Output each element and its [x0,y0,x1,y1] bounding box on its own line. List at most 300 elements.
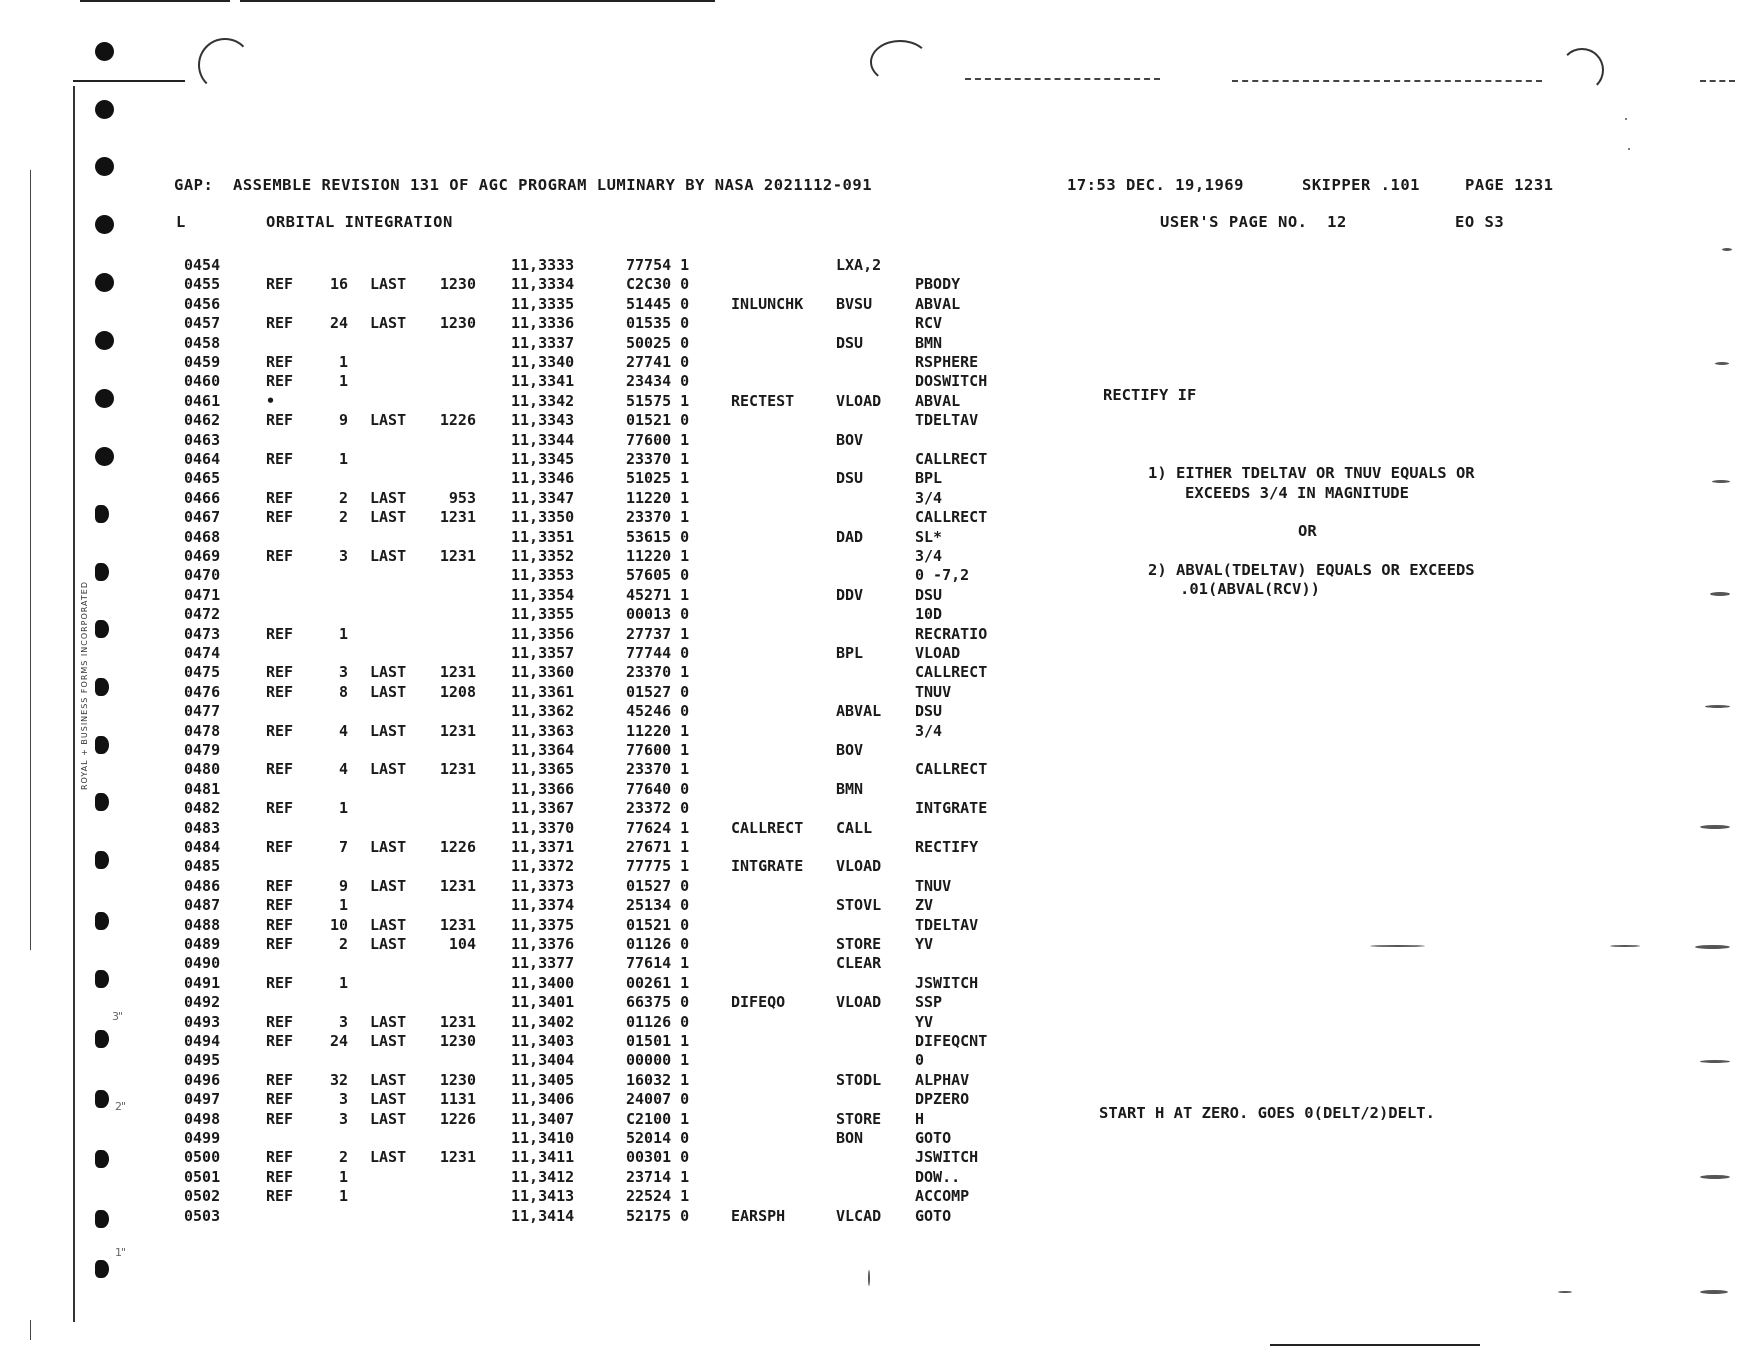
timestamp: 17:53 DEC. 19,1969 [1067,176,1244,194]
ref-count: 4 [338,721,348,740]
address: 11,3342 [511,391,575,410]
ref-marker: REF [266,1148,294,1167]
operand: CALLRECT [915,450,988,468]
line-number: 0491 [184,973,221,992]
ref-count: 3 [338,1090,348,1109]
octal-code: 52014 0 [626,1129,690,1147]
octal-code: 57605 0 [626,566,690,585]
address: 11,3403 [511,1032,575,1050]
last-page: 1231 [439,915,476,934]
opcode: STOVL [836,896,882,915]
comment-or: OR [1298,522,1317,540]
last-page: 1226 [439,411,476,430]
line-number: 0487 [184,896,221,915]
tear-arc [198,38,252,92]
last-marker: LAST [370,411,407,430]
punch-hole [95,331,114,350]
ref-count: 1 [338,1167,348,1186]
ref-marker: REF [266,1167,294,1186]
address: 11,3367 [511,799,575,818]
ref-marker: REF [266,624,294,643]
operand: PBODY [915,275,961,294]
ref-marker: REF [266,799,294,818]
operand: DSU [915,585,943,604]
last-page: 1230 [439,275,476,294]
octal-code: 01535 0 [626,314,690,333]
octal-code: 01527 0 [626,876,690,895]
scan-speck [1710,592,1730,596]
last-marker: LAST [370,838,407,856]
top-rule-left [80,0,230,2]
address: 11,3351 [511,527,575,546]
line-number: 0455 [184,275,221,294]
address: 11,3365 [511,760,575,779]
ref-marker: REF [266,314,294,333]
symbol-label: CALLRECT [731,818,804,837]
punch-hole [95,736,109,754]
operand: JSWITCH [915,973,979,992]
octal-code: 77775 1 [626,857,690,876]
last-marker: LAST [370,488,407,507]
address: 11,3366 [511,779,575,798]
ref-marker: REF [266,1032,294,1050]
operand: CALLRECT [915,663,988,682]
octal-code: 11220 1 [626,721,690,740]
last-page: 1230 [439,1070,476,1089]
punch-hole [95,505,109,523]
ref-marker: REF [266,275,294,294]
punch-hole [95,678,109,696]
line-number: 0457 [184,314,221,333]
ref-marker: REF [266,935,294,953]
line-number: 0483 [184,818,221,837]
address: 11,3354 [511,585,575,604]
assembly-header: GAP: ASSEMBLE REVISION 131 OF AGC PROGRAM LUMINARY BY NASA 2021112-091 [174,176,873,194]
ref-count: 2 [338,1148,348,1167]
octal-code: 01126 0 [626,935,690,953]
address: 11,3352 [511,547,575,565]
octal-code: 77624 1 [626,818,690,837]
last-page: 1230 [439,1032,476,1050]
octal-code: 51445 0 [626,294,690,313]
line-number: 0454 [184,256,221,274]
line-number: 0493 [184,1012,221,1031]
opcode: VLOAD [836,993,882,1012]
ref-count: 2 [338,508,348,527]
last-marker: LAST [370,547,407,565]
ref-count: 1 [338,372,348,391]
ref-count: 16 [329,275,348,294]
octal-code: 52175 0 [626,1206,690,1225]
address: 11,3363 [511,721,575,740]
last-page: 1208 [439,682,476,701]
opcode: DSU [836,469,864,488]
last-marker: LAST [370,1090,407,1109]
operand: DPZERO [915,1090,970,1109]
line-number: 0479 [184,741,221,759]
last-page: 1231 [439,1012,476,1031]
line-number: 0459 [184,353,221,371]
octal-code: 45246 0 [626,702,690,721]
line-number: 0470 [184,566,221,585]
octal-code: 00013 0 [626,605,690,624]
opcode: BPL [836,644,864,662]
margin-mark: 1" [115,1246,126,1259]
address: 11,3357 [511,644,575,662]
tear-arc [1560,48,1604,92]
operand: INTGRATE [915,799,988,818]
punch-hole [95,851,109,869]
ref-count: 2 [338,488,348,507]
last-page: 1231 [439,876,476,895]
address: 11,3364 [511,741,575,759]
opcode: BOV [836,741,864,759]
tear-arc [870,40,930,84]
octal-code: 11220 1 [626,547,690,565]
opcode: BMN [836,779,864,798]
operand: YV [915,1012,934,1031]
octal-code: C2100 1 [626,1109,690,1128]
ref-marker: REF [266,915,294,934]
octal-code: 00261 1 [626,973,690,992]
octal-code: 23372 0 [626,799,690,818]
punch-hole [95,100,114,119]
operand: VLOAD [915,644,961,662]
punch-hole [95,912,109,930]
skipper-id: SKIPPER .101 [1302,176,1420,194]
address: 11,3402 [511,1012,575,1031]
octal-code: 27741 0 [626,353,690,371]
operand: DOSWITCH [915,372,988,391]
section-letter: L [176,213,186,231]
octal-code: 77754 1 [626,256,690,274]
line-number: 0488 [184,915,221,934]
operand: GOTO [915,1206,952,1225]
octal-code: 01501 1 [626,1032,690,1050]
line-number: 0463 [184,430,221,449]
line-number: 0498 [184,1109,221,1128]
ref-count: 8 [338,682,348,701]
line-number: 0495 [184,1051,221,1070]
line-number: 0500 [184,1148,221,1167]
line-number: 0475 [184,663,221,682]
top-rule-right [240,0,715,2]
ref-marker: REF [266,353,294,371]
octal-code: 01521 0 [626,411,690,430]
punch-hole [95,1210,109,1228]
octal-code: 23370 1 [626,663,690,682]
octal-code: 51575 1 [626,391,690,410]
ref-marker: REF [266,372,294,391]
octal-code: 24007 0 [626,1090,690,1109]
octal-code: 16032 1 [626,1070,690,1089]
operand: TDELTAV [915,915,979,934]
last-page: 1226 [439,838,476,856]
page-number: PAGE 1231 [1465,176,1554,194]
comment-start-h: START H AT ZERO. GOES 0(DELT/2)DELT. [1099,1104,1435,1122]
scan-speck [1628,148,1630,150]
last-marker: LAST [370,1109,407,1128]
scan-speck [1370,945,1425,947]
operand: ACCOMP [915,1187,970,1206]
opcode: ABVAL [836,702,882,721]
last-marker: LAST [370,682,407,701]
operand: JSWITCH [915,1148,979,1167]
address: 11,3412 [511,1167,575,1186]
address: 11,3346 [511,469,575,488]
opcode: BOV [836,430,864,449]
ref-count: 32 [329,1070,348,1089]
punch-hole [95,157,114,176]
binding-edge [73,86,75,1322]
punch-hole [95,1090,109,1108]
last-page: 1231 [439,721,476,740]
address: 11,3360 [511,663,575,682]
line-number: 0474 [184,644,221,662]
punch-hole [95,215,114,234]
scan-speck [1715,362,1729,365]
line-number: 0490 [184,954,221,973]
symbol-label: INTGRATE [731,857,804,876]
octal-code: 01521 0 [626,915,690,934]
scan-speck [1700,825,1730,829]
ref-count: 9 [338,876,348,895]
opcode: CALL [836,818,873,837]
operand: SSP [915,993,943,1012]
left-margin-tick-bottom [30,1320,31,1340]
line-number: 0472 [184,605,221,624]
comment-condition-1-cont: EXCEEDS 3/4 IN MAGNITUDE [1185,484,1409,502]
octal-code: 27671 1 [626,838,690,856]
octal-code: 77614 1 [626,954,690,973]
last-page: 1231 [439,508,476,527]
last-marker: LAST [370,275,407,294]
octal-code: 22524 1 [626,1187,690,1206]
octal-code: 66375 0 [626,993,690,1012]
punch-hole [95,447,114,466]
address: 11,3414 [511,1206,575,1225]
line-number: 0492 [184,993,221,1012]
line-number: 0456 [184,294,221,313]
ref-marker: REF [266,547,294,565]
operand: 0 [915,1051,925,1070]
ref-count: 10 [329,915,348,934]
opcode: LXA,2 [836,256,882,274]
symbol-label: EARSPH [731,1206,786,1225]
punch-hole [95,1030,109,1048]
scan-speck [1558,1291,1572,1293]
address: 11,3374 [511,896,575,915]
comment-condition-1: 1) EITHER TDELTAV OR TNUV EQUALS OR [1148,464,1475,482]
punch-hole [95,563,109,581]
ref-marker: REF [266,1090,294,1109]
operand: ABVAL [915,294,961,313]
punch-hole [95,1150,109,1168]
ref-count: 1 [338,1187,348,1206]
octal-code: 00301 0 [626,1148,690,1167]
last-marker: LAST [370,508,407,527]
address: 11,3356 [511,624,575,643]
ref-count: 9 [338,411,348,430]
scan-speck [1705,705,1730,708]
ref-marker: REF [266,896,294,915]
octal-code: 01527 0 [626,682,690,701]
address: 11,3405 [511,1070,575,1089]
ref-marker: REF [266,1012,294,1031]
line-number: 0484 [184,838,221,856]
last-marker: LAST [370,760,407,779]
line-number: 0458 [184,333,221,352]
binding-label: ROYAL + BUSINESS FORMS INCORPORATED [80,581,89,790]
address: 11,3343 [511,411,575,430]
octal-code: 11220 1 [626,488,690,507]
address: 11,3413 [511,1187,575,1206]
opcode: CLEAR [836,954,882,973]
address: 11,3361 [511,682,575,701]
address: 11,3340 [511,353,575,371]
ref-marker: REF [266,1070,294,1089]
last-marker: LAST [370,1070,407,1089]
scan-speck [1700,1060,1730,1063]
ref-count: 1 [338,624,348,643]
line-number: 0480 [184,760,221,779]
operand: DIFEQCNT [915,1032,988,1050]
eo-label: EO S3 [1455,213,1505,231]
line-number: 0465 [184,469,221,488]
ref-count: 3 [338,547,348,565]
line-number: 0476 [184,682,221,701]
line-number: 0462 [184,411,221,430]
last-page: 1231 [439,663,476,682]
octal-code: 23370 1 [626,508,690,527]
line-number: 0485 [184,857,221,876]
users-page-number: USER'S PAGE NO. 12 [1160,213,1347,231]
line-number: 0482 [184,799,221,818]
comment-condition-2-cont: .01(ABVAL(RCV)) [1180,580,1320,598]
address: 11,3350 [511,508,575,527]
address: 11,3335 [511,294,575,313]
ref-marker: REF [266,1187,294,1206]
last-marker: LAST [370,314,407,333]
address: 11,3404 [511,1051,575,1070]
operand: ABVAL [915,391,961,410]
opcode: STORE [836,935,882,953]
address: 11,3411 [511,1148,575,1167]
last-page: 1231 [439,1148,476,1167]
operand: 0 -7,2 [915,566,970,585]
line-number: 0502 [184,1187,221,1206]
octal-code: 77640 0 [626,779,690,798]
margin-mark: 2" [115,1100,126,1113]
octal-code: 23714 1 [626,1167,690,1186]
punch-hole [95,389,114,408]
opcode: VLCAD [836,1206,882,1225]
operand: ZV [915,896,934,915]
line-number: 0486 [184,876,221,895]
last-marker: LAST [370,663,407,682]
last-marker: LAST [370,915,407,934]
scan-speck [1610,945,1640,947]
ref-marker: REF [266,876,294,895]
operand: TNUV [915,876,952,895]
ref-marker: REF [266,760,294,779]
opcode: VLOAD [836,857,882,876]
last-marker: LAST [370,1012,407,1031]
ref-marker: REF [266,973,294,992]
operand: ALPHAV [915,1070,970,1089]
operand: 3/4 [915,721,943,740]
operand: YV [915,935,934,953]
last-page: 1231 [439,547,476,565]
address: 11,3345 [511,450,575,468]
octal-code: 51025 1 [626,469,690,488]
ref-count: 2 [338,935,348,953]
octal-code: 00000 1 [626,1051,690,1070]
margin-mark: 3" [112,1010,123,1023]
operand: CALLRECT [915,508,988,527]
address: 11,3377 [511,954,575,973]
symbol-label: INLUNCHK [731,294,804,313]
operand: 10D [915,605,943,624]
scan-speck [868,1270,870,1286]
address: 11,3333 [511,256,575,274]
address: 11,3406 [511,1090,575,1109]
scan-speck [1695,945,1730,949]
line-number: 0461 [184,391,221,410]
address: 11,3347 [511,488,575,507]
ref-marker: REF [266,508,294,527]
address: 11,3407 [511,1109,575,1128]
operand: H [915,1109,925,1128]
ref-count: 3 [338,1012,348,1031]
punch-hole [95,793,109,811]
operand: DOW.. [915,1167,961,1186]
top-dashes [1232,80,1542,82]
operand: RECTIFY [915,838,979,856]
ref-count: 7 [338,838,348,856]
punch-hole [95,1260,109,1278]
scan-speck [1722,248,1732,251]
address: 11,3336 [511,314,575,333]
line-number: 0503 [184,1206,221,1225]
line-number: 0467 [184,508,221,527]
line-number: 0501 [184,1167,221,1186]
ref-count: 1 [338,353,348,371]
octal-code: 27737 1 [626,624,690,643]
address: 11,3341 [511,372,575,391]
last-marker: LAST [370,721,407,740]
opcode: BVSU [836,294,873,313]
binding-top-rule [73,80,185,82]
address: 11,3337 [511,333,575,352]
operand: TNUV [915,682,952,701]
opcode: DSU [836,333,864,352]
octal-code: 50025 0 [626,333,690,352]
last-page: 104 [448,935,476,953]
line-number: 0481 [184,779,221,798]
last-marker: LAST [370,1148,407,1167]
address: 11,3362 [511,702,575,721]
last-page: 1231 [439,760,476,779]
opcode: DAD [836,527,864,546]
line-number: 0478 [184,721,221,740]
address: 11,3370 [511,818,575,837]
top-dashes [965,78,1160,80]
line-number: 0489 [184,935,221,953]
opcode: VLOAD [836,391,882,410]
operand: 3/4 [915,488,943,507]
octal-code: 45271 1 [626,585,690,604]
